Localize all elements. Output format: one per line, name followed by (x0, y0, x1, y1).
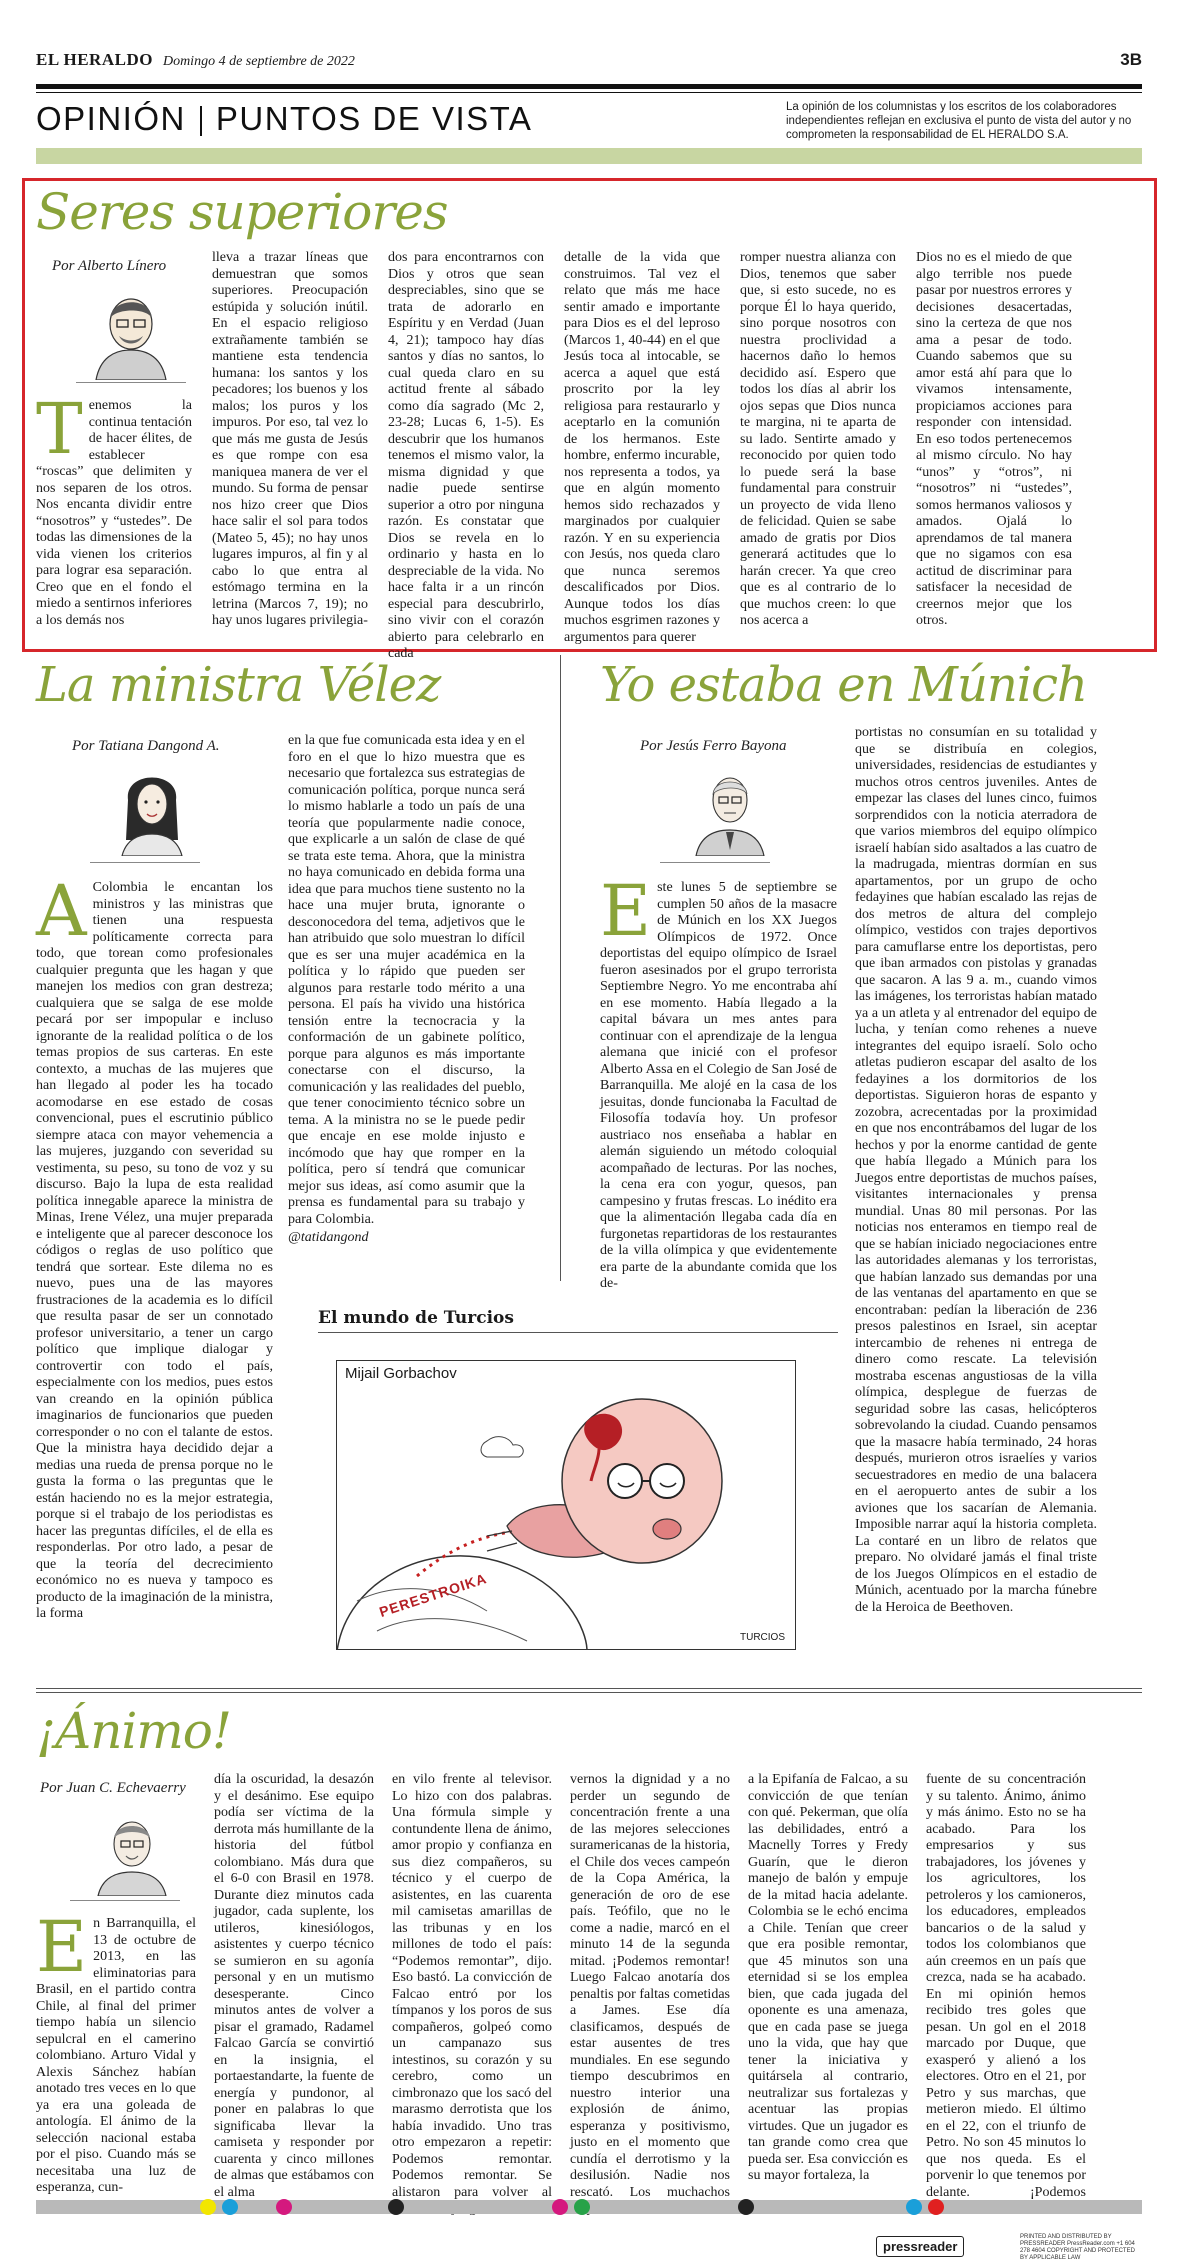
section-title (36, 100, 532, 138)
green-band (36, 148, 1142, 164)
byline-rule-animo (70, 1900, 180, 1901)
column-munich-1: E ste lunes 5 de septiembre se cumplen 50 años de la masacre de Múnich en los XX Juegos Olímpicos de 1972. Once deportistas del equipo olímpico de Israel fueron asesinados por el grupo terrorista Septiembre Negro. Yo me encontraba ahí en ese momento. Había llegado a la capital bávara un mes antes para continuar con el aprendizaje de la lengua alemana que inicié con el profesor Alberto Assa en el Colegio de San José de Barranquilla. Me alojé en la casa de los jesuitas, donde funcionaba la Facultad de Filosofía todavía hoy. Un profesor austriaco nos enseñaba a hablar en alemán siguiendo un método coloquial acompañado de lecturas. Por las noches, la cena era con yogur, quesos, pan campesino y frutas frescas. Lo inédito era que la alimentación llegaba cada día en furgonetas repartidoras de los restaurantes de la villa olímpica y que evidentemente era parte de la abundante comida que los de- (600, 870, 837, 1291)
column-animo-5: a la Epifanía de Falcao, a su convicción de que tenían con qué. Pekerman, que olía las debilidades, entró a Macnelly Torres y Fredy Guarín, que le dieron manejo de balón y empuje de la mitad hacia adelante. Colombia se le echó encima a Chile. Tenían que creer que era posible remontar, que 45 minutos son una eternidad si se los emplea bien, que cada jugada del oponente es una amenaza, que en cada pase se juega uno la vida, que hay que tener la iniciativa y quitársela al contrario, neutralizar sus fortalezas y acentuar las propias virtudes. Que un jugador es tan grande como crea que pueda ser. Esa convicción es su mayor fortaleza, la (748, 1772, 908, 2183)
section-puntos: PUNTOS DE VISTA (215, 100, 533, 137)
section-rule (36, 1688, 1142, 1689)
author-portrait-velez (112, 760, 192, 856)
masthead-rule-thin (36, 92, 1142, 93)
registration-dot (200, 2199, 216, 2215)
registration-dot (222, 2199, 238, 2215)
section-rule-2 (36, 1692, 1142, 1693)
byline-rule (76, 382, 186, 383)
column-animo-2: día la oscuridad, la desazón y el desánimo. Ese equipo podía ser víctima de la derrota más humillante de la historia del fútbol colombiano. Más dura que el 6-0 con Brasil en 1978. Durante diez minutos cada jugador, cada suplente, los utileros, kinesiólogos, asistentes y cuerpo técnico se sumieron en su agonía personal y en un mutismo desesperante. Cinco minutos antes de volver a pisar el gramado, Radamel Falcao García se convirtió en la insignia, el portaestandarte, la fuente de energía y pundonor, al poner en palabras lo que significaba llevar la camiseta y responder por cuarenta y cinco millones de almas que estábamos con el alma (214, 1772, 374, 2200)
column-animo-4: vernos la dignidad y a no perder un segundo de concentración frente a una de las mejores selecciones suramericanas de la historia, el Chile dos veces campeón de la Copa América, la generación de oro de ese país. Teófilo, que no le come a nadie, marcó en el minuto 14 de la segunda mitad. ¡Podemos remontar! Luego Falcao anotaría dos penaltis por faltas cometidas a James. Ese día clasificamos, después de estar ausentes de tres mundiales. En ese segundo tiempo descubrimos en nuestro interior una explosión de ánimo, esperanza y positivismo, justo en el momento que cundía el derrotismo y la desilusión. Nadie nos rescató. Los muchachos (570, 1772, 730, 2200)
author-portrait-seres (86, 284, 176, 380)
column-velez-2: en la que fue comunicada esta idea y en el foro en el que lo hizo muestra que es necesario que fortalezca sus estrategias de comunicación política, porque nunca será lo mismo hablarle a todo un país de una teoría que popularmente nadie conoce, que explicarle a un salón de clase de qué se trata este tema. Ahora, que la ministra no haya comunicado en debida forma una idea que para muchos tiene sustento no la hace una mujer bruta, ignorante o desconocedora del tema, adjetivos que le han atribuido que solo muestran lo difícil que es ser una mujer académica en la política y lo rápido que pueden ser algunos para restarle todo mérito a una persona. El país ha vivido una histórica tensión entre la tecnocracia y la conformación de un gabinete político, porque para algunos es más importante conectarse con el discurso, la comunicación y las realidades del pueblo, que tener conocimiento técnico sobre un tema. A la ministra no se le puede pedir que encaje en ese molde injusto e incómodo que hay que romper en la política, pero sí tendrá que comunicar mejor sus ideas, así como asumir que la prensa es fundamental para su trabajo y para Colombia. @tatidangond (288, 733, 525, 1245)
section-opinion: OPINIÓN (36, 100, 186, 137)
column-velez-1: A Colombia le encantan los ministros y las ministras que tienen una respuesta políticamente correcta para todo, que torean como profesionales cualquier pregunta que les hagan y que manejen los medios con gran destreza; cualquiera que se salga de ese molde pecará por ser impopular e incluso ignorante de la realidad política o de los temas propios de sus carteras. En este contexto, a muchas de las mujeres que han llegado al poder les ha tocado acomodarse en ese estado de cosas convencional, pues el escrutinio público siempre ataca con mayor vehemencia a las mujeres, juzgando con severidad su vestimenta, su peso, su tono de voz y su discurso. Bajo la lupa de esta realidad política innegable aparece la ministra de Minas, Irene Vélez, una mujer preparada e inteligente que al parecer desconoce los códigos o reglas de uso político que tendrá que sortear. Este dilema no es nuevo, pues una de las mayores frustraciones de la academia es lo difícil que resulta pasar de ser un connotado profesor universitario, a tener un cargo político que implique dialogar y controvertir con todo el país, especialmente con los medios, pues estos van creando en la opinión pública imaginarios de funcionarios que pueden corresponder o no con el talante de estos. Que la ministra haya decidido dejar a medias una rueda de prensa porque no le gusta la forma o las preguntas que le están haciendo no es la mejor estrategia, porque si el trabajo de los periodistas es hacer las preguntas difíciles, el de ella es responderlas. Por otro lado, a pesar de que la teoría del decrecimiento económico no es nueva y tampoco es producto de la imaginación de la ministra, la forma (36, 870, 273, 1621)
page-number: 3B (1120, 50, 1142, 69)
byline-velez: Por Tatiana Dangond A. (72, 738, 220, 754)
registration-dot (928, 2199, 944, 2215)
column-animo-3: en vilo frente al televisor. Lo hizo con dos palabras. Una fórmula simple y contundente llena de ánimo, amor propio y confianza en sus diez compañeros, su técnico y el cuerpo de asistentes, en las cuarenta mil camisetas amarillas de las tribunas y en los millones de todo el país: “Podemos remontar”, dijo. Eso bastó. La convicción de Falcao entró por los tímpanos y los poros de sus compañeros, golpeó como un campanazo sus intestinos, su corazón y su cerebro, como un cimbronazo que los sacó del marasmo derrotista que los había invadido. Uno tras otro empezaron a repetir: Podemos remontar. Podemos remontar. Se alistaron para volver al (392, 1772, 552, 2200)
globe-label: PERESTROIKA (377, 1570, 489, 1620)
column-divider (560, 655, 561, 1281)
registration-dot (276, 2199, 292, 2215)
byline-seres: Por Alberto Línero (52, 258, 167, 274)
column-seres-6: Dios no es el miedo de que algo terrible nos puede pasar por nuestros errores y decisiones desacertadas, sino la certeza de que nos ama a pesar de todo. Cuando sabemos que su amor está ahí para que lo vivamos intensamente, propiciamos acciones para responder con intensidad. En eso todos pertenecemos al mismo círculo. No hay “unos” y “otros”, ni “nosotros” ni “ustedes”, somos hermanos valiosos y amados. Ojalá lo aprendamos de tal manera que no sigamos con esa actitud de discriminar para satisfacer la necesidad de creernos mejor que los otros. (916, 250, 1072, 628)
disclaimer: La opinión de los columnistas y los escritos de los colaboradores independientes reflejan en exclusiva el punto de vista del autor y no comprometen la responsabilidad de EL HERALDO S.A. (786, 101, 1132, 141)
column-seres-4: detalle de la vida que construimos. Tal vez el relato que más me hace sentir amado e importante para Dios es el del leproso (Marcos 1, 40-44) en el que Jesús toca al intocable, se acerca a aquel que está proscrito por la ley religiosa para restaurarlo y aceptarlo en la comunión de los hermanos. Este hombre, enfermo incurable, nos representa a todos, ya que en algún momento hemos sido rechazados y marginados por cualquier razón. Y en su experiencia con Jesús, nos queda claro que nunca seremos descalificados por Dios. Aunque todos los días muchos esgrimen razones y argumentos para querer (564, 250, 720, 645)
editorial-cartoon (336, 1360, 796, 1650)
column-animo-6: fuente de su concentración y su talento. Ánimo, ánimo y más ánimo. Esto no se ha acabado. Para los empresarios y sus trabajadores, los jóvenes y los agricultores, los petroleros y los camioneros, los educadores, empleados bancarios o de la salud y todos los colombianos que aún creemos en un país que crezca, nada se ha acabado. En mi opinión hemos recibido tres goles que pesan. Un gol en el 2018 marcado por Duque, que exasperó y alienó a los electores. Otro en el 21, por Petro y sus marchas, que metieron miedo. El último en el 22, con el triunfo de Petro. No son 45 minutos lo que nos queda. Es el porvenir lo que tenemos por delante. ¡Podemos (926, 1772, 1086, 2200)
cartoon-title-rule (318, 1332, 838, 1333)
dropcap-velez: A (36, 870, 87, 952)
column-seres-1: T enemos la continua tentación de hacer élites, de establecer “roscas” que delimiten y nos separen de los otros. Nos encanta dividir entre “nosotros” y “ustedes”. De todas las dimensiones de la vida vienen los criterios para lograr esa separación. Creo que en el fondo el miedo a sentirnos inferiores a los demás nos (36, 388, 192, 628)
byline-rule-munich (660, 862, 770, 863)
issue-date: Domingo 4 de septiembre de 2022 (162, 54, 355, 69)
column-seres-5: romper nuestra alianza con Dios, tenemos que saber que, si esto sucede, no es porque Él lo haya querido, sino porque nosotros con nuestra proclividad a hacernos daño lo hemos decidido así. Espero que todos los días al abrir los ojos sepas que Dios nunca te margina, ni te aparta de su lado. Sentirte amado y reconocido por quien todo lo puede será la base fundamental para construir un proyecto de vida lleno de felicidad. Quien se sabe amado de gratis por Dios generará actitudes que lo harán crecer. Ya que creo que es al contrario de lo que muchos creen: lo que nos acerca a (740, 250, 896, 628)
author-handle: @tatidangond (288, 1230, 369, 1245)
pressreader-small-print: PRINTED AND DISTRIBUTED BY PRESSREADER PressReader.com +1 604 278 4604 COPYRIGHT AND PROTECTED BY APPLICABLE LAW (1020, 2234, 1135, 2261)
registration-dot (574, 2199, 590, 2215)
registration-dot (552, 2199, 568, 2215)
dropcap-seres: T (36, 388, 83, 470)
section-divider (200, 106, 202, 136)
author-portrait-munich (690, 760, 770, 856)
cartoonist-signature: TURCIOS (740, 1632, 785, 1643)
cartoon-section-title: El mundo de Turcios (318, 1308, 514, 1328)
registration-dot (738, 2199, 754, 2215)
masthead (36, 50, 1142, 80)
dropcap-animo: E (36, 1906, 88, 1988)
byline-rule-velez (90, 862, 200, 863)
column-animo-1: E n Barranquilla, el 13 de octubre de 2013, en las eliminatorias para Brasil, en el partido contra Chile, al final del primer tiempo había un silencio sepulcral en el camerino colombiano. Arturo Vidal y Alexis Sánchez habían anotado tres veces en lo que ya era una goleada de antología. El ánimo de la selección nacional estaba por el piso. Cuando más se necesitaba una luz de esperanza, cun- (36, 1906, 196, 2195)
masthead-rule (36, 84, 1142, 89)
byline-munich: Por Jesús Ferro Bayona (640, 738, 787, 754)
dropcap-munich: E (600, 870, 652, 952)
registration-dot (906, 2199, 922, 2215)
author-portrait-animo (92, 1806, 172, 1896)
pressreader-logo: pressreader (876, 2236, 964, 2257)
headline-munich: Yo estaba en Múnich (600, 657, 1087, 713)
cartoon-caption: Mijail Gorbachov (345, 1365, 457, 1382)
registration-dot (388, 2199, 404, 2215)
column-seres-2: lleva a trazar líneas que demuestran que somos superiores. Preocupación estúpida y solución inútil. En el espacio religioso extrañamente también se mantiene esta tendencia humana: los santos y los pecadores; los buenos y los malos; los puros y los impuros. Por eso, tal vez lo que más me gusta de Jesús es que rompe con esa maniquea manera de ver el mundo. Su forma de pensar nos hizo creer que Dios hace salir el sol para todos (Mateo 5, 45); no hay unos lugares impuros, al fin y al cabo lo que entra al estómago termina en la letrina (Marcos 7, 19); no hay unos lugares privilegia- (212, 250, 368, 628)
headline-animo: ¡Ánimo! (36, 1702, 232, 1760)
headline-velez: La ministra Vélez (36, 657, 441, 713)
column-seres-3: dos para encontrarnos con Dios y otros que sean despreciables, sino que se trata de adorarlo en Espíritu y en Verdad (Juan 4, 21); tampoco hay días santos y días no santos, lo cual queda claro en su actitud frente al sábado como día sagrado (Mc 2, 23-28; Lucas 6, 1-5). Es descubrir que los humanos tenemos el mismo valor, la misma dignidad y que nadie puede sentirse superior a otro por ninguna razón. Es constatar que Dios se revela en lo ordinario y hasta en lo despreciable de la vida. No hace falta ir a un rincón especial para descubrirlo, sino vivir con el corazón abierto para celebrarlo en cada (388, 250, 544, 661)
headline-seres: Seres superiores (36, 183, 448, 241)
column-munich-2: portistas no consumían en su totalidad y que se distribuía en colegios, universidades, residencias de estudiantes y muchos otros centros juveniles. Antes de empezar las clases del lunes cinco, fuimos sorprendidos con la noticia aterradora de que varios miembros del equipo olímpico israelí habían sido asaltados a las cuatro de la madrugada, mientras dormían en sus apartamentos, por un grupo de ocho fedayines que habían escalado las rejas de dos metros de altura del complejo olímpico, vestidos con trajes deportivos para camuflarse entre los deportistas, pero que iban armados con pistolas y granadas que sacaron. A las 9 a. m., cuando vimos las imágenes, los terroristas habían matado ya a un atleta y al entrenador del equipo de lucha, y tenían como rehenes a nueve integrantes del equipo israelí. Solo ocho atletas pudieron escapar del asalto de los fedayines a los dormitorios de los deportistas. Siguieron horas de espanto y zozobra, acrecentadas por la proximidad en que nos encontrábamos del lugar de los hechos y por la enorme cantidad de gente que había llegado a Múnich para los Juegos entre deportistas de muchos países, visitantes internacionales y prensa mundial. Unas 80 mil personas. Por las noticias nos enteramos en tiempo real de que se habían iniciado negociaciones entre las autoridades alemanas y los terroristas, que habían lanzado sus demandas por una de las ventanas del apartamento en que se encontraban: pedían la liberación de 236 presos palestinos en Israel, sin aceptar intercambio de rehenes ni entrega de dinero como rescate. La televisión mostraba escenas angustiosas de la villa olímpica, desplegue de fuerzas de seguridad sobre las casas, helicópteros sobrevolando la ciudad. Cuando pensamos que la masacre había terminado, 24 horas después, murieron otros israelíes y varios secuestradores en medio de una balacera en el aeropuerto antes de subir a los aviones que los sacarían de Alemania. Imposible narrar aquí la historia completa. La contaré en un libro de relatos que preparo. No olvidaré jamás el final triste de los Juegos Olímpicos en el estadio de Múnich, acentuado por la marcha fúnebre de la Heroica de Beethoven. (855, 725, 1097, 1615)
byline-animo: Por Juan C. Echevaerry (40, 1780, 186, 1796)
paper-name: EL HERALDO (36, 50, 153, 69)
